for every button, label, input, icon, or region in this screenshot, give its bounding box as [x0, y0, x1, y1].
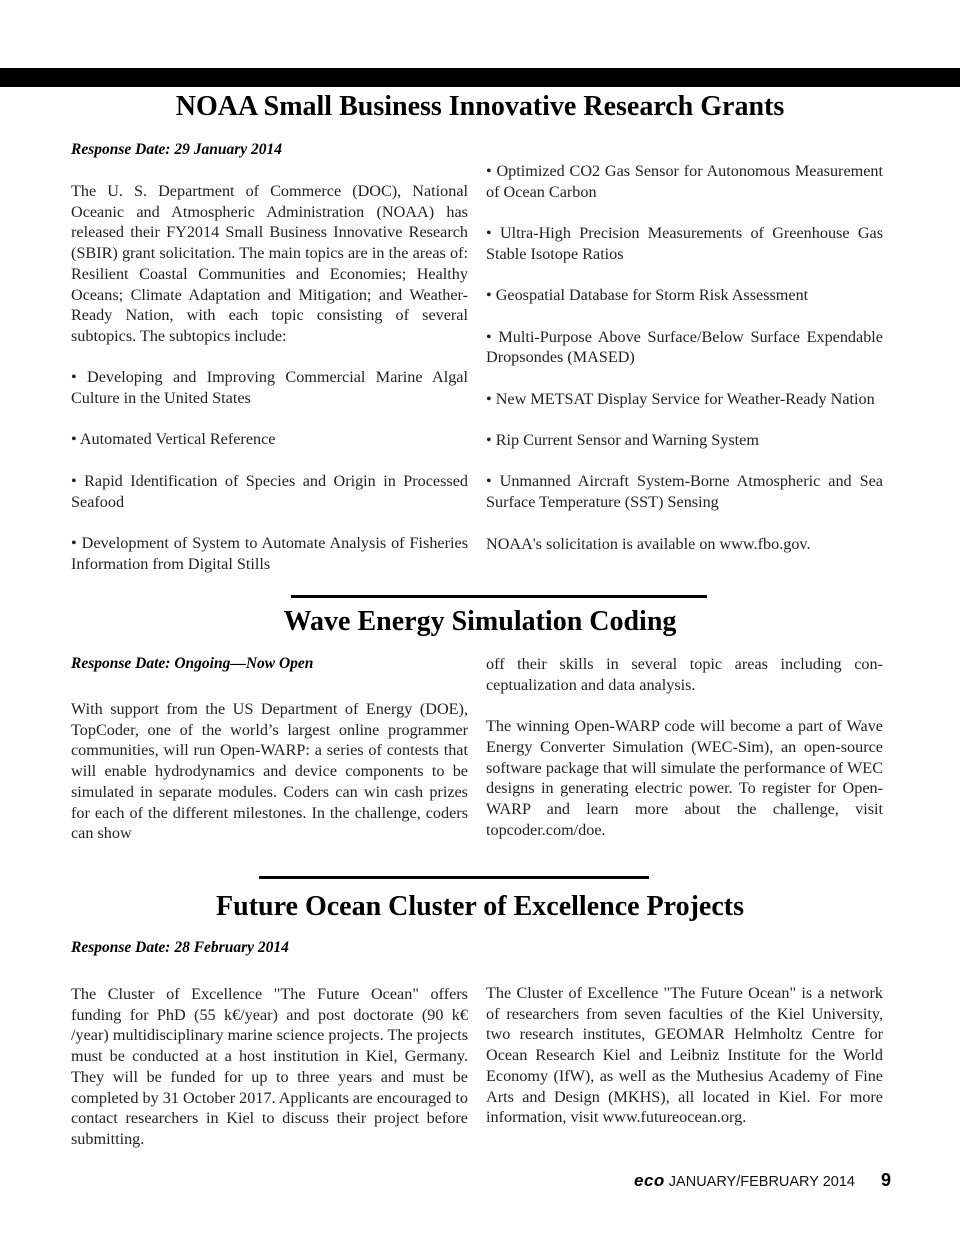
section-divider: [291, 595, 707, 598]
noaa-solicitation-link-text: NOAA's solicitation is available on www.fbo.gov.: [486, 534, 811, 553]
subtopic-list-item: • Developing and Improving Commercial Marine Algal Culture in the United States: [71, 368, 468, 408]
subtopic-list-item: • Rapid Identification of Species and Origin in Processed Seafood: [71, 471, 468, 511]
section-title-future-ocean: Future Ocean Cluster of Excellence Projects: [216, 891, 744, 922]
subtopic-list-item: • Rip Current Sensor and Warning System: [486, 431, 759, 450]
section-title-noaa: NOAA Small Business Innovative Research Grants: [175, 91, 785, 122]
section-divider: [259, 876, 649, 879]
subtopic-list-item: • Automated Vertical Reference: [71, 430, 276, 449]
wave-energy-right-column: [486, 654, 883, 840]
noaa-intro-paragraph: The U. S. Department of Commerce (DOC), National Oceanic and Atmospheric Administration (NOAA) has released their FY2014 Small Business Innovative Research (SBIR) grant solicitation. The main topics are in the areas of: Resilient Coastal Communities and Economies; Healthy Oceans; Climate Adaptation and Mitigation; and Weather-Ready Nation, with each topic consisting of several subtopics. The subtopics include:: [71, 182, 468, 345]
wave-energy-paragraph: With support from the US Department of Energy (DOE), TopCoder, one of the world’s largest online programmer communities, will run Open-WARP: a series of contests that will enable hydrodynamics and device components to be simulated in separate modules. Coders can win cash prizes for each of the different milestones. In the challenge, coders can show: [71, 700, 468, 843]
noaa-right-column: [486, 161, 883, 554]
wave-energy-left-column: [71, 699, 468, 844]
page-number: 9: [880, 1170, 891, 1190]
subtopic-list-item: • Geospatial Database for Storm Risk Assessment: [486, 286, 809, 305]
subtopic-list-item: • Development of System to Automate Analysis of Fisheries Information from Digital Stills: [71, 533, 468, 573]
subtopic-list-item: • New METSAT Display Service for Weather-Ready Nation: [486, 389, 875, 408]
future-ocean-paragraph: The Cluster of Excellence "The Future Ocean" is a network of researchers from seven faculties of the Kiel University, two research institutes, GEOMAR Helmholtz Centre for Ocean Research Kiel and Leibniz Institute for the World Economy (IfW), as well as the Muthesius Academy of Fine Arts and Design (MKHS), all located in Kiel. For more information, visit www.futureocean.org.: [486, 984, 883, 1127]
subtopic-list-item: • Optimized CO2 Gas Sensor for Autonomous Measurement of Ocean Carbon: [486, 162, 883, 201]
response-date-wave-energy: Response Date: Ongoing—Now Open: [71, 655, 314, 672]
wave-energy-paragraph: The winning Open-WARP code will become a part of Wave Energy Converter Simulation (WEC-Sim), an open-source software package that will simulate the performance of WEC designs in generating electric power. To register for Open-WARP and learn more about the challenge, visit topcoder.com/doe.: [486, 717, 883, 839]
section-title-wave-energy: Wave Energy Simulation Coding: [283, 606, 677, 637]
future-ocean-right-column: [486, 983, 883, 1128]
response-date-noaa: Response Date: 29 January 2014: [71, 141, 282, 158]
top-header-bar: [0, 68, 960, 87]
page-footer: [634, 1170, 891, 1192]
future-ocean-left-column: [71, 984, 468, 1150]
future-ocean-paragraph: The Cluster of Excellence "The Future Ocean" offers funding for PhD (55 k€/year) and post doctorate (90 k€ /year) multidisciplinary marine science projects. The projects must be conducted at a host institution in Kiel, Germany. They will be funded for up to three years and must be completed by 31 October 2017. Applicants are encouraged to contact researchers in Kiel to discuss their project before submitting.: [71, 985, 468, 1148]
subtopic-list-item: • Ultra-High Precision Measurements of Greenhouse Gas Stable Isotope Ratios: [486, 224, 883, 263]
response-date-future-ocean: Response Date: 28 February 2014: [71, 939, 289, 956]
magazine-logo: eco: [634, 1171, 665, 1190]
subtopic-list-item: • Multi-Purpose Above Surface/Below Surface Expendable Dropsondes (MASED): [486, 327, 883, 367]
noaa-left-column: [71, 181, 468, 574]
subtopic-list-item: • Unmanned Aircraft System-Borne Atmospheric and Sea Surface Temperature (SST) Sensing: [486, 472, 883, 512]
wave-energy-paragraph: off their skills in several topic areas including conceptualization and data analysis.: [486, 655, 883, 694]
issue-date: JANUARY/FEBRUARY 2014: [668, 1174, 855, 1190]
